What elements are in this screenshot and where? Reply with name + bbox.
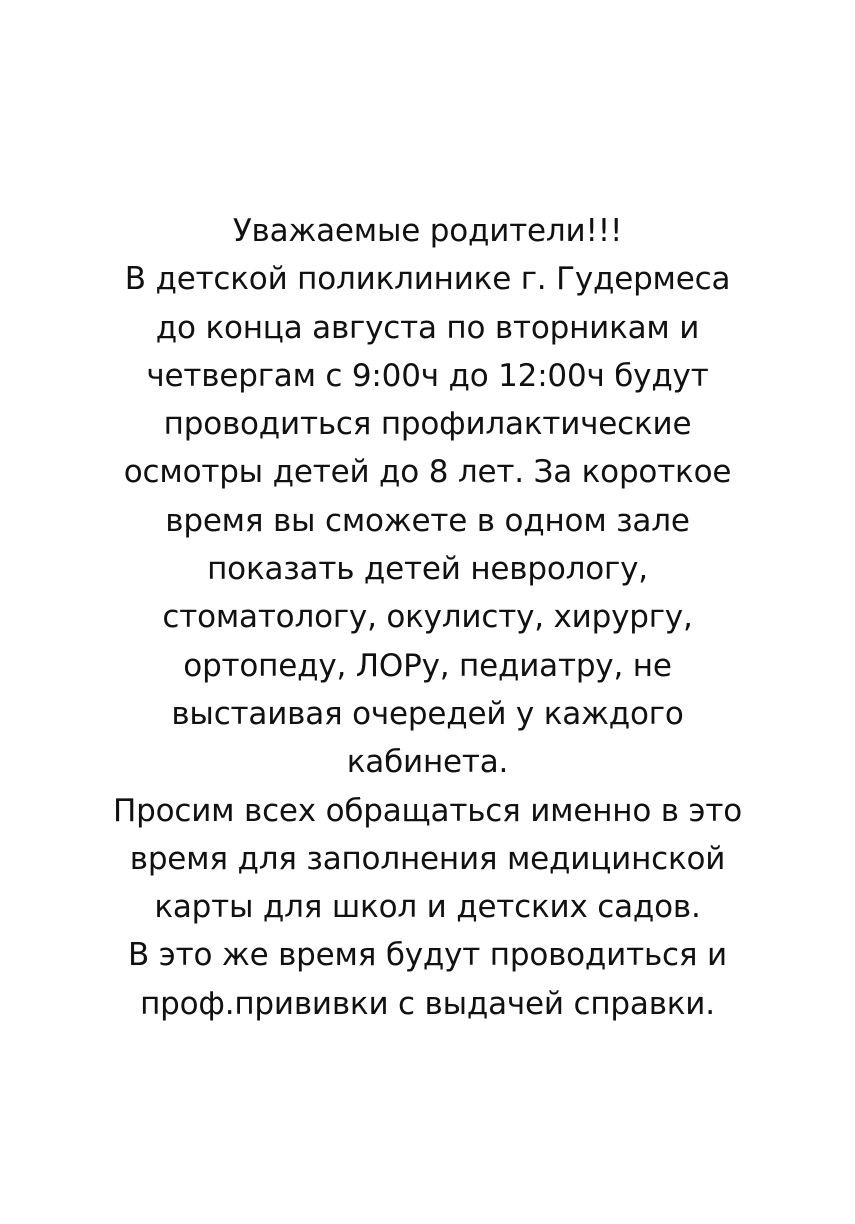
notice-line: Просим всех обращаться именно в это bbox=[113, 792, 742, 829]
notice-text bbox=[0, 207, 855, 1028]
notice-line: до конца августа по вторникам и bbox=[155, 309, 700, 346]
notice-line: карты для школ и детских садов. bbox=[154, 889, 701, 926]
notice-line: показать детей неврологу, bbox=[207, 551, 648, 588]
notice-line: время вы сможете в одном зале bbox=[165, 502, 690, 539]
notice-line: время для заполнения медицинской bbox=[129, 840, 726, 877]
notice-line: выстаивая очередей у каждого bbox=[171, 695, 684, 732]
notice-line: ортопеду, ЛОРу, педиатру, не bbox=[183, 647, 672, 684]
notice-line: кабинета. bbox=[346, 744, 509, 781]
notice-line: осмотры детей до 8 лет. За короткое bbox=[123, 454, 732, 491]
notice-line: проф.прививки с выдачей справки. bbox=[140, 985, 715, 1022]
notice-greeting: Уважаемые родители!!! bbox=[232, 213, 623, 249]
notice-line: четвергам с 9:00ч до 12:00ч будут bbox=[146, 357, 709, 394]
notice-line: проводиться профилактические bbox=[163, 406, 692, 443]
notice-line: В это же время будут проводиться и bbox=[128, 937, 727, 974]
notice-line: стоматологу, окулисту, хирургу, bbox=[162, 599, 693, 636]
notice-line: В детской поликлинике г. Гудермеса bbox=[124, 261, 731, 298]
